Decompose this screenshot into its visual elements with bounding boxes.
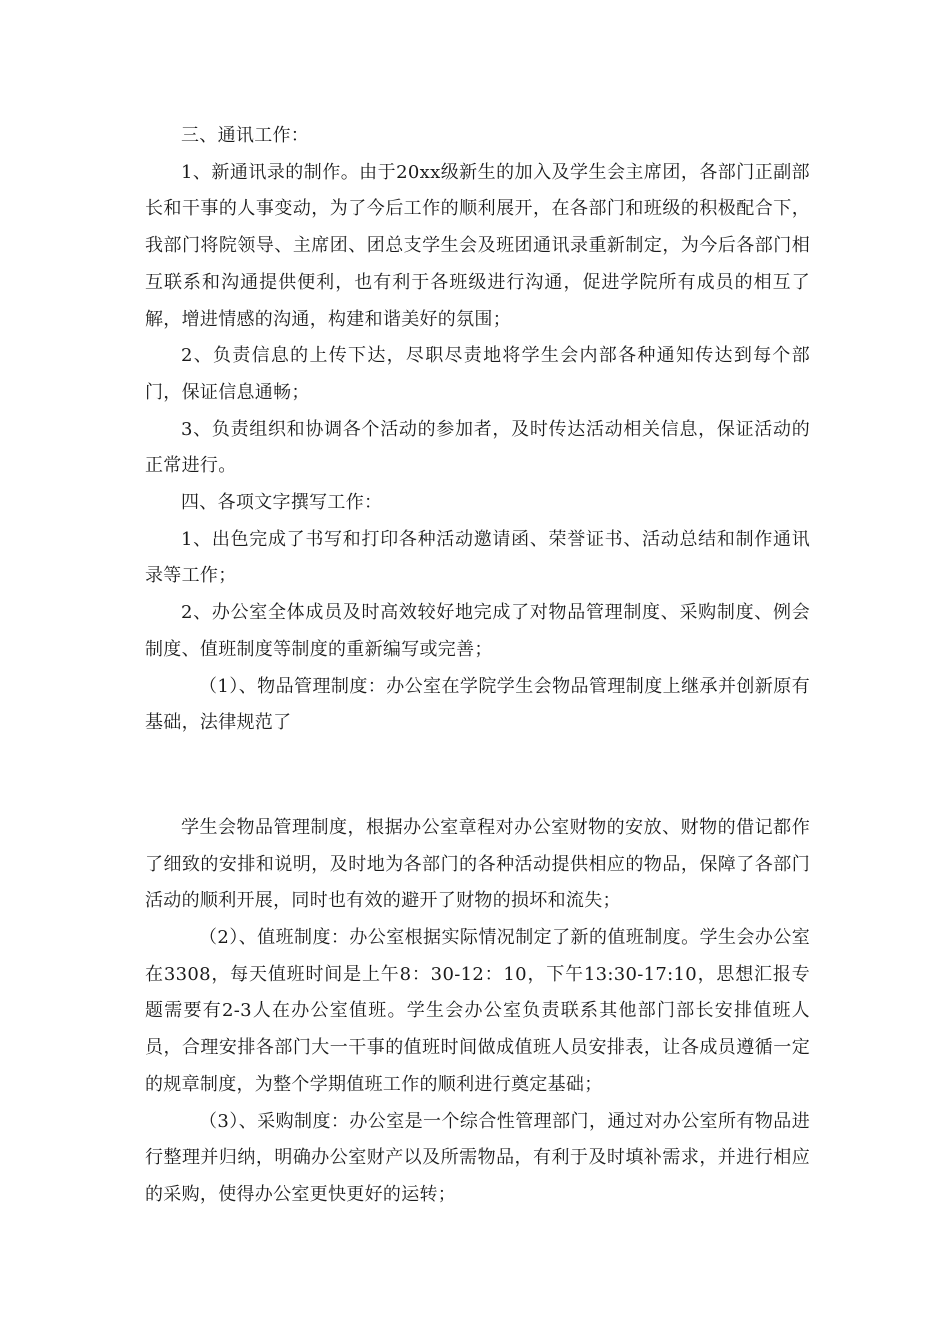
paragraph-spacer [145, 742, 810, 810]
paragraph-documents-printing: 1、出色完成了书写和打印各种活动邀请函、荣誉证书、活动总结和制作通讯录等工作； [145, 528, 810, 587]
document-page [145, 118, 810, 1214]
section-heading-communication: 三、通讯工作： [181, 125, 310, 146]
paragraph-contact-list: 1、新通讯录的制作。由于20xx级新生的加入及学生会主席团，各部门正副部长和干事的人事变动，为了今后工作的顺利展开，在各部门和班级的积极配合下，我部门将院领导、主席团、团总支学生会及班团通讯录重新制定，为今后各部门相互联系和沟通提供便利，也有利于各班级进行沟通，促进学院所有成员的相互了解，增进情感的沟通，构建和谐美好的氛围； [145, 161, 810, 330]
paragraph-goods-management-cont: 学生会物品管理制度，根据办公室章程对办公室财物的安放、财物的借记都作了细致的安排和说明，及时地为各部门的各种活动提供相应的物品，保障了各部门活动的顺利开展，同时也有效的避开了财物的损坏和流失； [145, 816, 810, 912]
paragraph-information-relay: 2、负责信息的上传下达，尽职尽责地将学生会内部各种通知传达到每个部门，保证信息通畅； [145, 345, 810, 403]
paragraph-rules-revision: 2、办公室全体成员及时高效较好地完成了对物品管理制度、采购制度、例会制度、值班制度等制度的重新编写或完善； [145, 602, 810, 660]
paragraph-goods-management: （1）、物品管理制度：办公室在学院学生会物品管理制度上继承并创新原有基础，法律规范了 [145, 675, 810, 734]
paragraph-duty-system: （2）、值班制度：办公室根据实际情况制定了新的值班制度。学生会办公室在3308，每天值班时间是上午8：30-12：10，下午13:30-17:10，思想汇报专题需要有2-3人在办公室值班。学生会办公室负责联系其他部门部长安排值班人员，合理安排各部门大一干事的值班时间做成值班人员安排表，让各成员遵循一定的规章制度，为整个学期值班工作的顺利进行奠定基础； [145, 927, 810, 1095]
paragraph-activity-coordination: 3、负责组织和协调各个活动的参加者，及时传达活动相关信息，保证活动的正常进行。 [145, 418, 810, 477]
paragraph-purchasing-system: （3）、采购制度：办公室是一个综合性管理部门，通过对办公室所有物品进行整理并归纳，明确办公室财产以及所需物品，有利于及时填补需求，并进行相应的采购，使得办公室更快更好的运转； [145, 1110, 810, 1205]
section-heading-writing: 四、各项文字撰写工作： [181, 492, 383, 514]
